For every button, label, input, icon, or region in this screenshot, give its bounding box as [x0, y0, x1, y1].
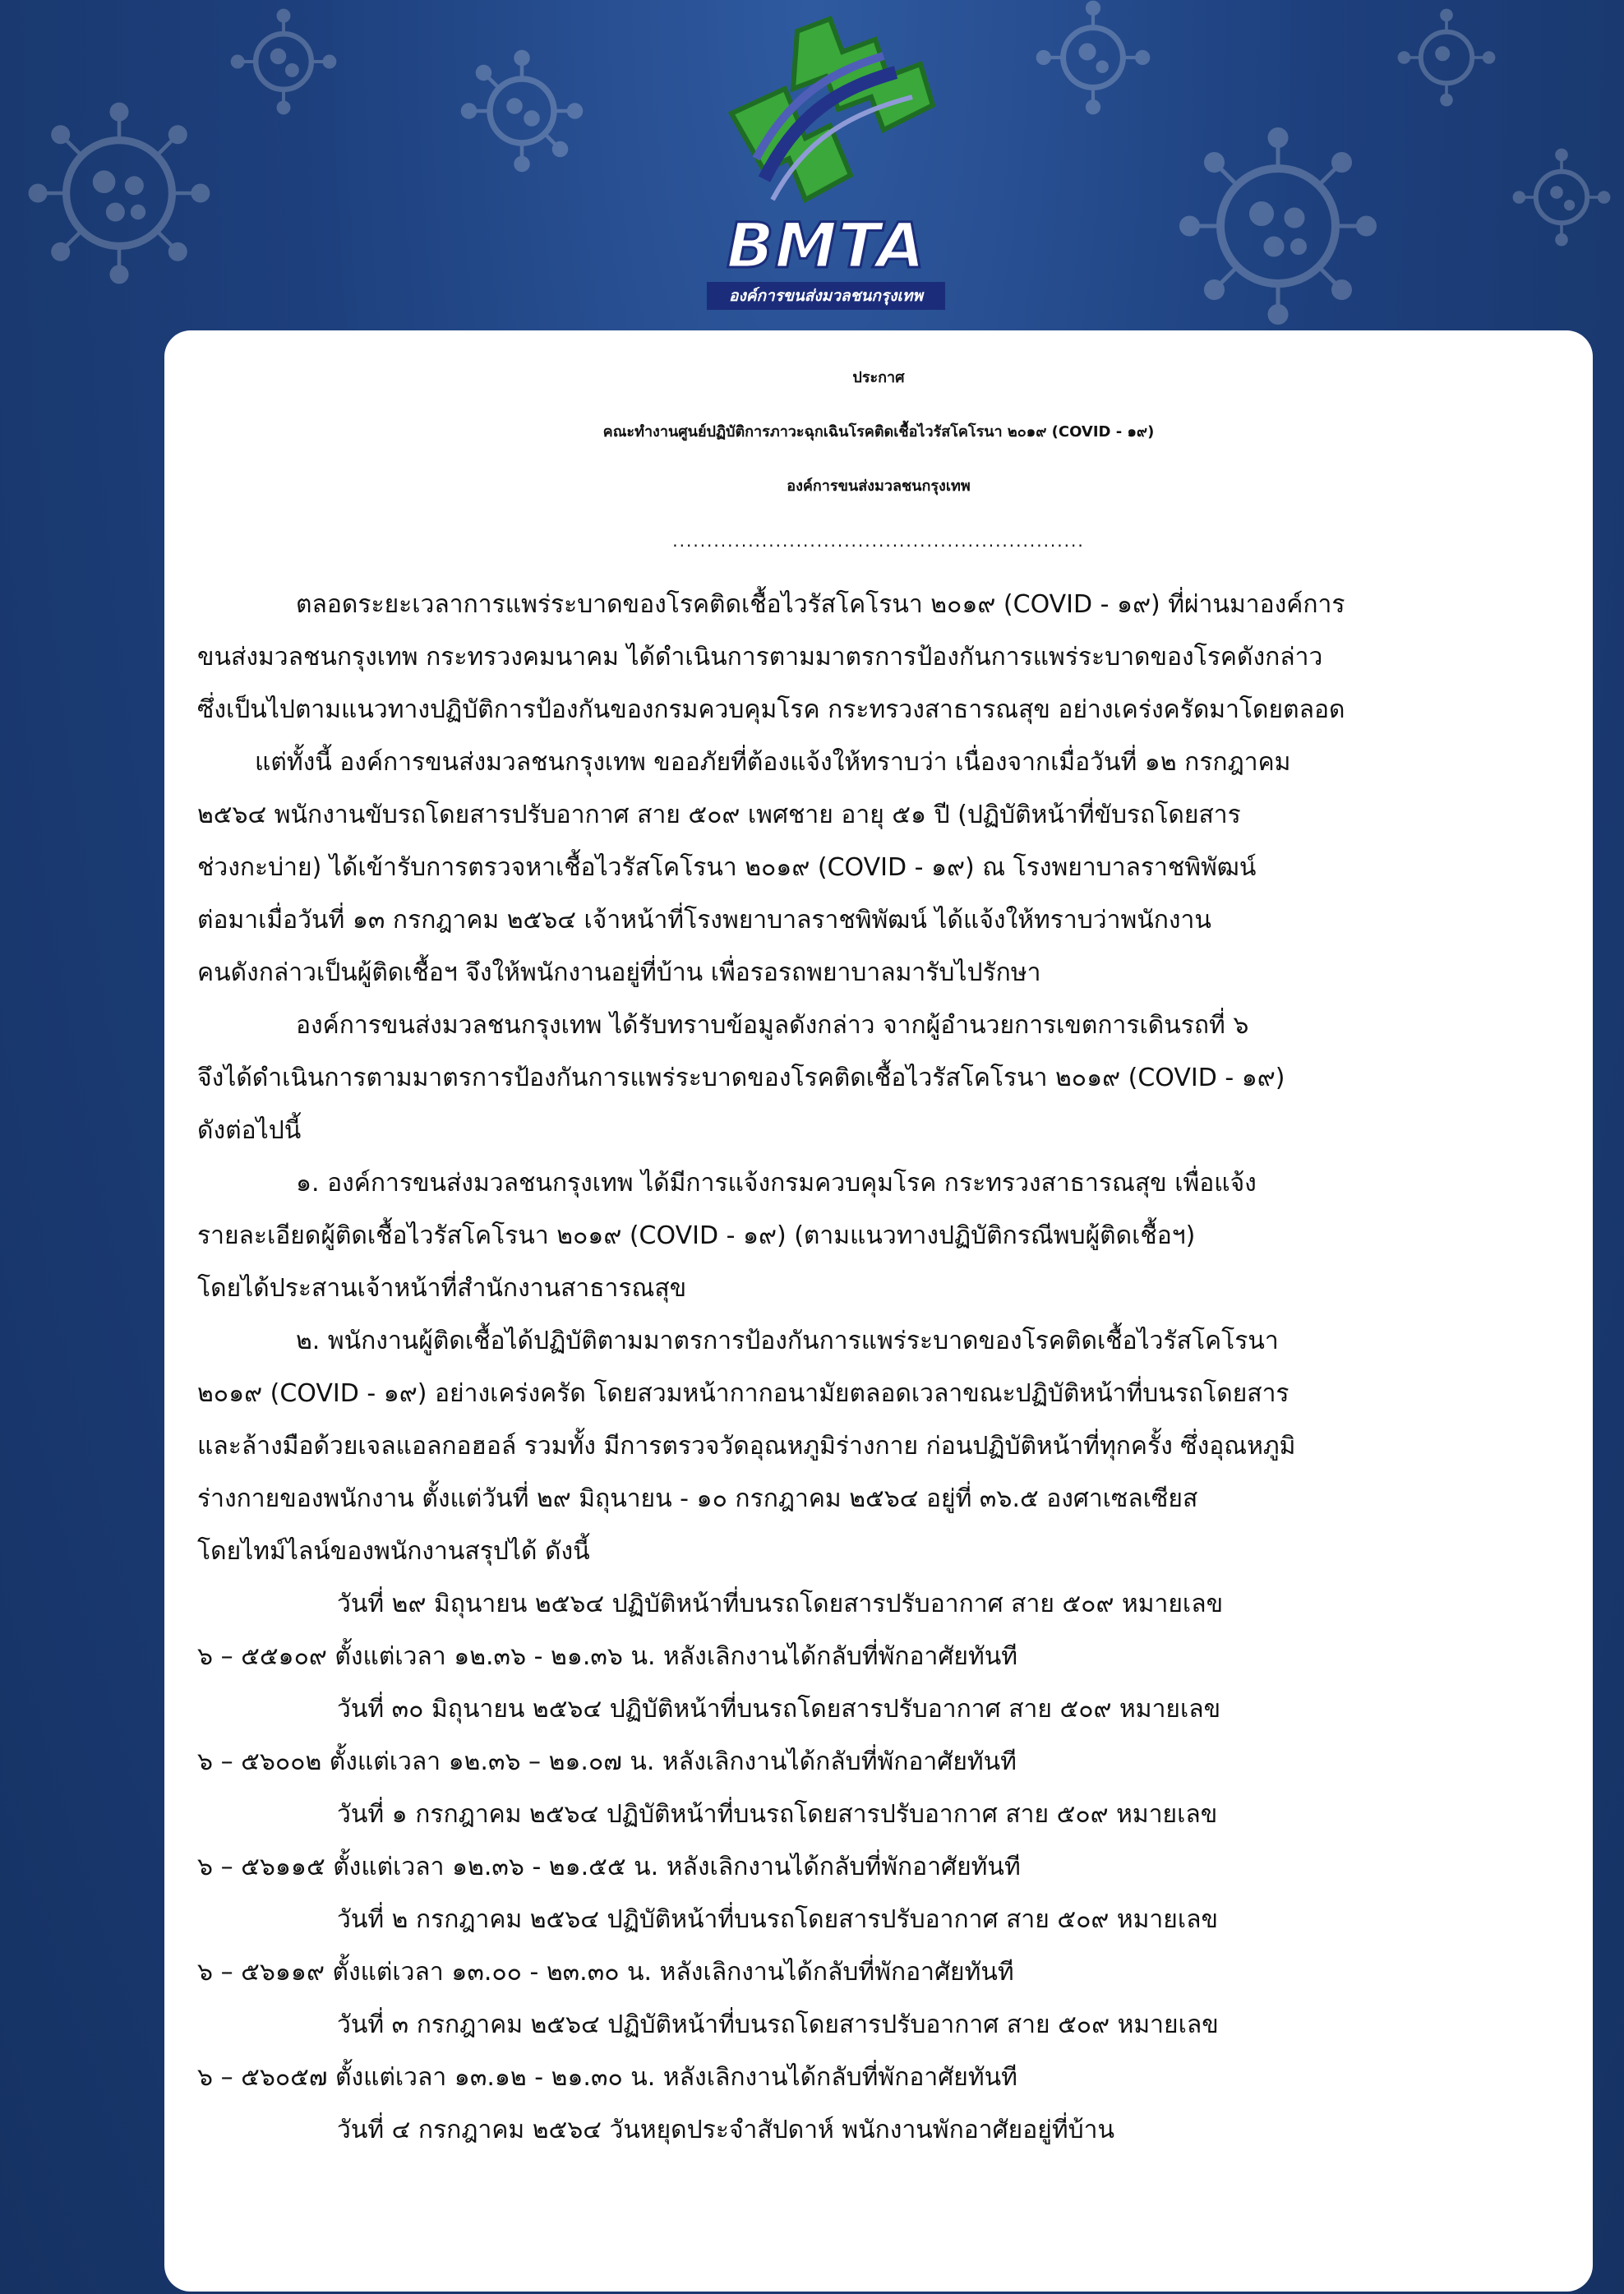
body-line: ต่อมาเมื่อวันที่ ๑๓ กรกฎาคม ๒๕๖๔ เจ้าหน้าที่โรงพยาบาลราชพิพัฒน์ ได้แจ้งให้ทราบว่าพนักงาน — [197, 906, 1211, 935]
virus-decoration-icon — [1175, 123, 1381, 329]
body-line: ช่วงกะบ่าย) ได้เข้ารับการตรวจหาเชื้อไวรัสโคโรนา ๒๐๑๙ (COVID - ๑๙) ณ โรงพยาบาลราชพิพัฒน์ — [197, 853, 1257, 882]
virus-decoration-icon — [1036, 0, 1151, 115]
body-line: ดังต่อไปนี้ — [197, 1116, 302, 1145]
body-line: และล้างมือด้วยเจลแอลกอฮอล์ รวมทั้ง มีการตรวจวัดอุณหภูมิร่างกาย ก่อนปฏิบัติหน้าที่ทุกครั้ง ซึ่งอุณหภูมิ — [197, 1432, 1296, 1461]
timeline-line: วันที่ ๒๙ มิถุนายน ๒๕๖๔ ปฏิบัติหน้าที่บนรถโดยสารปรับอากาศ สาย ๕๐๙ หมายเลข — [337, 1590, 1224, 1618]
bmta-logo — [707, 15, 945, 307]
body-line: ร่างกายของพนักงาน ตั้งแต่วันที่ ๒๙ มิถุนายน - ๑๐ กรกฎาคม ๒๕๖๔ อยู่ที่ ๓๖.๕ องศาเซลเซียส — [197, 1484, 1198, 1513]
timeline-line: วันที่ ๑ กรกฎาคม ๒๕๖๔ ปฏิบัติหน้าที่บนรถโดยสารปรับอากาศ สาย ๕๐๙ หมายเลข — [337, 1800, 1218, 1829]
body-line: โดยไทม์ไลน์ของพนักงานสรุปได้ ดังนี้ — [197, 1537, 590, 1566]
timeline-line: วันที่ ๓๐ มิถุนายน ๒๕๖๔ ปฏิบัติหน้าที่บนรถโดยสารปรับอากาศ สาย ๕๐๙ หมายเลข — [337, 1695, 1221, 1724]
timeline-line: ๖ – ๕๖๐๐๒ ตั้งแต่เวลา ๑๒.๓๖ – ๒๑.๐๗ น. หลังเลิกงานได้กลับที่พักอาศัยทันที — [197, 1747, 1017, 1776]
virus-decoration-icon — [1397, 8, 1496, 107]
announcement-title: ประกาศ — [852, 369, 905, 386]
logo-brand-text: BMTA — [726, 209, 926, 282]
virus-decoration-icon — [1512, 148, 1611, 247]
body-line: องค์การขนส่งมวลชนกรุงเทพ ได้รับทราบข้อมูลดังกล่าว จากผู้อำนวยการเขตการเดินรถที่ ๖ — [296, 1011, 1249, 1040]
body-line: ตลอดระยะเวลาการแพร่ระบาดของโรคติดเชื้อไวรัสโคโรนา ๒๐๑๙ (COVID - ๑๙) ที่ผ่านมาองค์การ — [296, 590, 1345, 619]
timeline-line: ๖ – ๕๖๑๑๕ ตั้งแต่เวลา ๑๒.๓๖ - ๒๑.๕๕ น. หลังเลิกงานได้กลับที่พักอาศัยทันที — [197, 1853, 1021, 1881]
bmta-emblem-icon — [707, 15, 945, 212]
timeline-line: ๖ – ๕๕๑๐๙ ตั้งแต่เวลา ๑๒.๓๖ - ๒๑.๓๖ น. หลังเลิกงานได้กลับที่พักอาศัยทันที — [197, 1642, 1018, 1671]
body-line: ๒๕๖๔ พนักงานขับรถโดยสารปรับอากาศ สาย ๕๐๙ เพศชาย อายุ ๕๑ ปี (ปฏิบัติหน้าที่ขับรถโดยสาร — [197, 801, 1241, 829]
separator: ............................................................ — [672, 531, 1085, 551]
body-line: คนดังกล่าวเป็นผู้ติดเชื้อฯ จึงให้พนักงานอยู่ที่บ้าน เพื่อรอรถพยาบาลมารับไปรักษา — [197, 958, 1041, 987]
body-line: ๑. องค์การขนส่งมวลชนกรุงเทพ ได้มีการแจ้งกรมควบคุมโรค กระทรวงสาธารณสุข เพื่อแจ้ง — [296, 1169, 1257, 1198]
virus-decoration-icon — [460, 49, 584, 173]
body-line: ซึ่งเป็นไปตามแนวทางปฏิบัติการป้องกันของกรมควบคุมโรค กระทรวงสาธารณสุข อย่างเคร่งครัดมาโดยตลอด — [197, 695, 1345, 724]
timeline-line: ๖ – ๕๖๐๕๗ ตั้งแต่เวลา ๑๓.๑๒ - ๒๑.๓๐ น. หลังเลิกงานได้กลับที่พักอาศัยทันที — [197, 2063, 1017, 2092]
organization-heading: องค์การขนส่งมวลชนกรุงเทพ — [787, 478, 971, 495]
body-line: จึงได้ดำเนินการตามมาตรการป้องกันการแพร่ระบาดของโรคติดเชื้อไวรัสโคโรนา ๒๐๑๙ (COVID - ๑๙) — [197, 1064, 1285, 1092]
body-line: ๒. พนักงานผู้ติดเชื้อได้ปฏิบัติตามมาตรการป้องกันการแพร่ระบาดของโรคติดเชื้อไวรัสโคโรนา — [296, 1327, 1279, 1355]
timeline-line: วันที่ ๒ กรกฎาคม ๒๕๖๔ ปฏิบัติหน้าที่บนรถโดยสารปรับอากาศ สาย ๕๐๙ หมายเลข — [337, 1905, 1219, 1934]
body-line: แต่ทั้งนี้ องค์การขนส่งมวลชนกรุงเทพ ขออภัยที่ต้องแจ้งให้ทราบว่า เนื่องจากเมื่อวันที่ ๑๒ กรกฎาคม — [255, 748, 1291, 777]
logo-subtitle: องค์การขนส่งมวลชนกรุงเทพ — [707, 282, 945, 310]
body-line: ๒๐๑๙ (COVID - ๑๙) อย่างเคร่งครัด โดยสวมหน้ากากอนามัยตลอดเวลาขณะปฏิบัติหน้าที่บนรถโดยสาร — [197, 1379, 1290, 1408]
timeline-line: วันที่ ๓ กรกฎาคม ๒๕๖๔ ปฏิบัติหน้าที่บนรถโดยสารปรับอากาศ สาย ๕๐๙ หมายเลข — [337, 2010, 1219, 2039]
body-line: ขนส่งมวลชนกรุงเทพ กระทรวงคมนาคม ได้ดำเนินการตามมาตรการป้องกันการแพร่ระบาดของโรคดังกล่าว — [197, 643, 1323, 672]
timeline-line: วันที่ ๔ กรกฎาคม ๒๕๖๔ วันหยุดประจำสัปดาห์ พนักงานพักอาศัยอยู่ที่บ้าน — [337, 2116, 1114, 2144]
virus-decoration-icon — [230, 8, 337, 115]
announcement-card — [164, 330, 1593, 2292]
body-line: รายละเอียดผู้ติดเชื้อไวรัสโคโรนา ๒๐๑๙ (COVID - ๑๙) (ตามแนวทางปฏิบัติกรณีพบผู้ติดเชื้อฯ) — [197, 1221, 1196, 1250]
body-line: โดยได้ประสานเจ้าหน้าที่สำนักงานสาธารณสุข — [197, 1274, 687, 1303]
timeline-line: ๖ – ๕๖๑๑๙ ตั้งแต่เวลา ๑๓.๐๐ - ๒๓.๓๐ น. หลังเลิกงานได้กลับที่พักอาศัยทันที — [197, 1958, 1014, 1987]
virus-decoration-icon — [25, 99, 214, 288]
committee-heading: คณะทำงานศูนย์ปฏิบัติการภาวะฉุกเฉินโรคติดเชื้อไวรัสโคโรนา ๒๐๑๙ (COVID - ๑๙) — [602, 423, 1155, 441]
